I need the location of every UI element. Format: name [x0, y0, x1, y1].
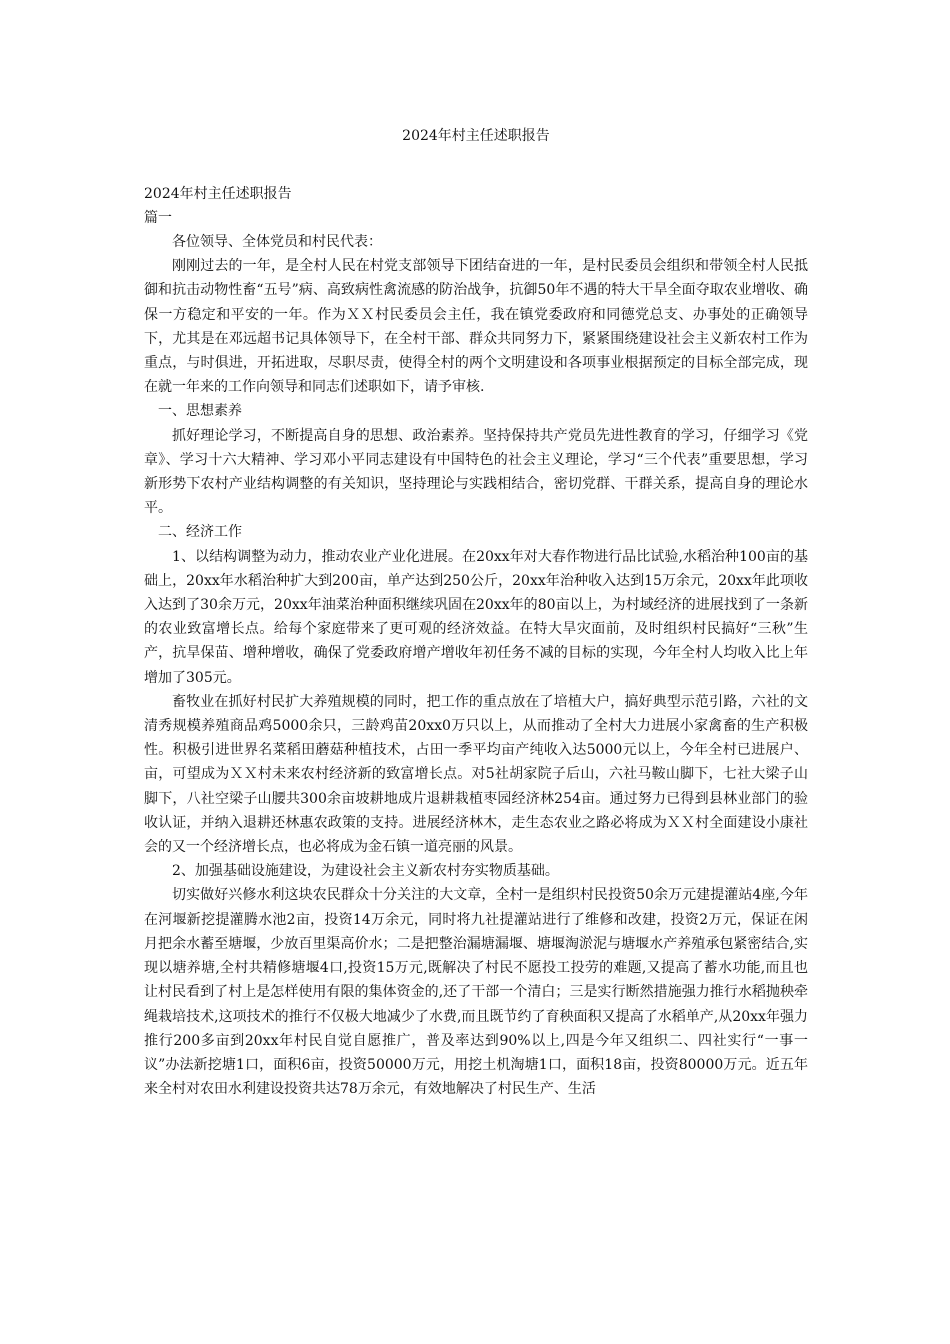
- intro-paragraph: 刚刚过去的一年，是全村人民在村党支部领导下团结奋进的一年，是村民委员会组织和带领全村人民抵御和抗击动物性畜“五号”病、高致病性禽流感的防治战争，抗御50年不遇的特大干旱全面夺取农业增收、确保一方稳定和平安的一年。作为ＸＸ村民委员会主任，我在镇党委政府和同德党总支、办事处的正确领导下，尤其是在邓远超书记具体领导下，在全村干部、群众共同努力下，紧紧围绕建设社会主义新农村工作为重点，与时俱进，开拓进取，尽职尽责，使得全村的两个文明建设和各项事业根据预定的目标全部完成，现在就一年来的工作向领导和同志们述职如下，请予审核.: [144, 258, 808, 396]
- section-label: 篇一: [144, 210, 172, 226]
- economy-paragraph-structure: 1、以结构调整为动力，推动农业产业化进展。在20xx年对大春作物进行品比试验,水稻治种100亩的基础上，20xx年水稻治种扩大到200亩，单产达到250公斤，20xx年治种收入达到15万余元，20xx年此项收入达到了30余万元，20xx年油菜治种面积继续巩固在20xx年的80亩以上，为村域经济的进展找到了一条新的农业致富增长点。给每个家庭带来了更可观的经济效益。在特大旱灾面前，及时组织村民搞好“三秋”生产，抗旱保苗、增种增收，确保了党委政府增产增收年初任务不减的目标的实现，今年全村人均收入比上年增加了305元。: [144, 548, 808, 686]
- thought-paragraph: 抓好理论学习，不断提高自身的思想、政治素养。坚持保持共产党员先进性教育的学习，仔细学习《党章》、学习十六大精神、学习邓小平同志建设有中国特色的社会主义理论，学习“三个代表”重要思想，学习新形势下农村产业结构调整的有关知识，坚持理论与实践相结合，密切党群、干群关系，提高自身的理论水平。: [144, 427, 808, 517]
- section-heading-economy: 二、经济工作: [158, 524, 242, 541]
- economy-paragraph-water: 切实做好兴修水利这块农民群众十分关注的大文章，全村一是组织村民投资50余万元建提灌站4座,今年在河堰新挖提灌腾水池2亩，投资14万余元，同时将九社提灌站进行了维修和改建，投资2万元，保证在闲月把余水蓄至塘堰，少放百里渠高价水；二是把整治漏塘漏堰、塘堰淘淤泥与塘堰水产养殖承包紧密结合,实现以塘养塘,全村共精修塘堰4口,投资15万元,既解决了村民不愿投工投劳的难题,又提高了蓄水功能,而且也让村民看到了村上是怎样使用有限的集体资金的,还了干部一个清白；三是实行断然措施强力推行水稻抛秧牵绳栽培技术,这项技术的推行不仅极大地减少了水费,而且既节约了育秧面积又提高了水稻单产,从20xx年强力推行200多亩到20xx年村民自觉自愿推广，普及率达到90%以上,四是今年又组织二、四社实行“一事一议”办法新挖塘1口，面积6亩，投资50000万元，用挖土机淘塘1口，面积18亩，投资80000万元。近五年来全村对农田水利建设投资共达78万余元，有效地解决了村民生产、生活: [144, 887, 808, 1098]
- page-title: 2024年村主任述职报告: [402, 128, 550, 144]
- economy-paragraph-livestock: 畜牧业在抓好村民扩大养殖规模的同时，把工作的重点放在了培植大户，搞好典型示范引路，六社的文清秀规模养殖商品鸡5000余只，三龄鸡苗20xx0万只以上，从而推动了全村大力进展小家禽畜的生产积极性。积极引进世界名菜稻田蘑菇种植技术，占田一季平均亩产纯收入达5000元以上，今年全村已进展户、亩，可望成为ＸＸ村未来农村经济新的致富增长点。对5社胡家院子后山，六社马鞍山脚下，七社大梁子山脚下，八社空梁子山腰共300余亩坡耕地成片退耕栽植枣园经济林254亩。通过努力已得到县林业部门的验收认证，并纳入退耕还林惠农政策的支持。进展经济林木，走生态农业之路必将成为ＸＸ村全面建设小康社会的又一个经济增长点，也必将成为金石镇一道亮丽的风景。: [144, 693, 808, 856]
- salutation: 各位领导、全体党员和村民代表：: [172, 234, 382, 250]
- economy-paragraph-infrastructure-heading: 2、加强基础设施建设，为建设社会主义新农村夯实物质基础。: [172, 863, 559, 880]
- document-page: [144, 124, 808, 1101]
- document-subtitle: 2024年村主任述职报告: [144, 186, 292, 202]
- section-heading-thought: 一、思想素养: [158, 403, 242, 420]
